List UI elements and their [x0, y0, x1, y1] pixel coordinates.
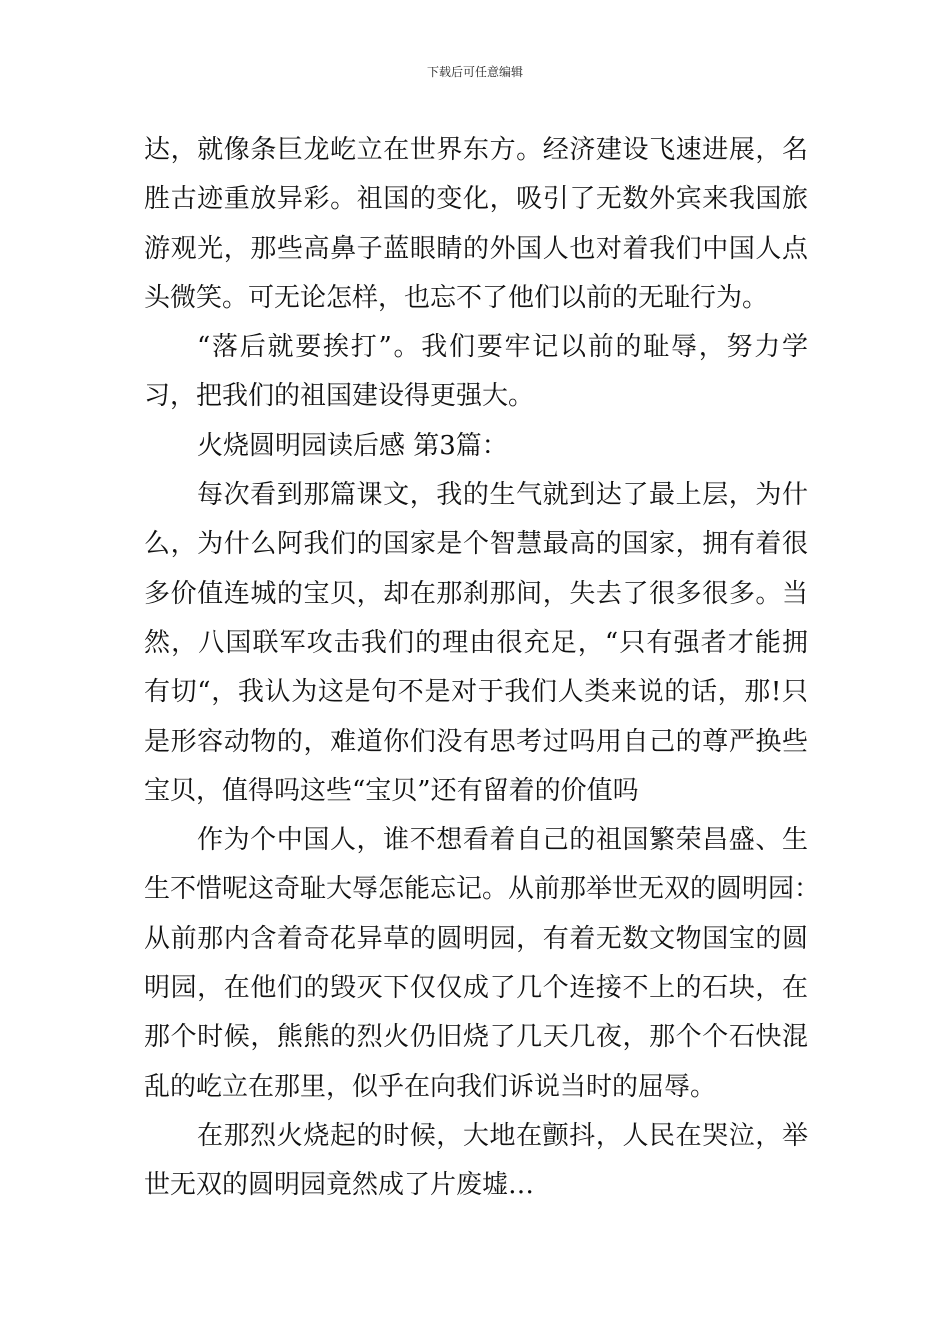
text-line: 达，就像条巨龙屹立在世界东方。经济建设飞速进展，名 — [144, 135, 808, 165]
text-line: 有切“，我认为这是句不是对于我们人类来说的话，那!只 — [144, 677, 808, 708]
text-line: 从前那内含着奇花异草的圆明园，有着无数文物国宝的圆 — [144, 923, 808, 954]
text-line: 作为个中国人，谁不想看着自己的祖国繁荣昌盛、生 — [197, 825, 808, 856]
text-line: “落后就要挨打”。我们要牢记以前的耻辱，努力学 — [197, 332, 808, 363]
text-line: 宝贝，值得吗这些“宝贝”还有留着的价值吗 — [144, 775, 639, 806]
text-line: 么，为什么阿我们的国家是个智慧最高的国家，拥有着很 — [144, 529, 808, 560]
text-line: 胜古迹重放异彩。祖国的变化，吸引了无数外宾来我国旅 — [144, 184, 808, 215]
text-line: 是形容动物的，难道你们没有思考过吗用自己的尊严换些 — [144, 726, 808, 757]
text-line: 生不惜呢这奇耻大辱怎能忘记。从前那举世无双的圆明园： — [144, 874, 821, 905]
text-line: 游观光，那些高鼻子蓝眼睛的外国人也对着我们中国人点 — [144, 233, 808, 264]
text-line: 多价值连城的宝贝，却在那刹那间，失去了很多很多。当 — [144, 578, 808, 609]
text-line: 头微笑。可无论怎样，也忘不了他们以前的无耻行为。 — [144, 282, 769, 313]
text-line: 世无双的圆明园竟然成了片废墟… — [144, 1170, 535, 1201]
text-line: 乱的屹立在那里，似乎在向我们诉说当时的屈辱。 — [144, 1071, 717, 1102]
page-header: 下载后可任意编辑 — [426, 65, 523, 79]
section-heading: 火烧圆明园读后感 第3篇： — [197, 430, 508, 461]
text-line: 习，把我们的祖国建设得更强大。 — [144, 381, 535, 412]
text-line: 然，八国联军攻击我们的理由很充足，“只有强者才能拥 — [144, 627, 808, 658]
text-line: 那个时候，熊熊的烈火仍旧烧了几天几夜，那个个石快混 — [144, 1022, 808, 1053]
text-line: 每次看到那篇课文，我的生气就到达了最上层，为什 — [197, 480, 808, 511]
document-body — [144, 126, 821, 1211]
text-line: 在那烈火烧起的时候，大地在颤抖，人民在哭泣，举 — [197, 1120, 808, 1151]
text-line: 明园，在他们的毁灭下仅仅成了几个连接不上的石块，在 — [144, 973, 808, 1004]
